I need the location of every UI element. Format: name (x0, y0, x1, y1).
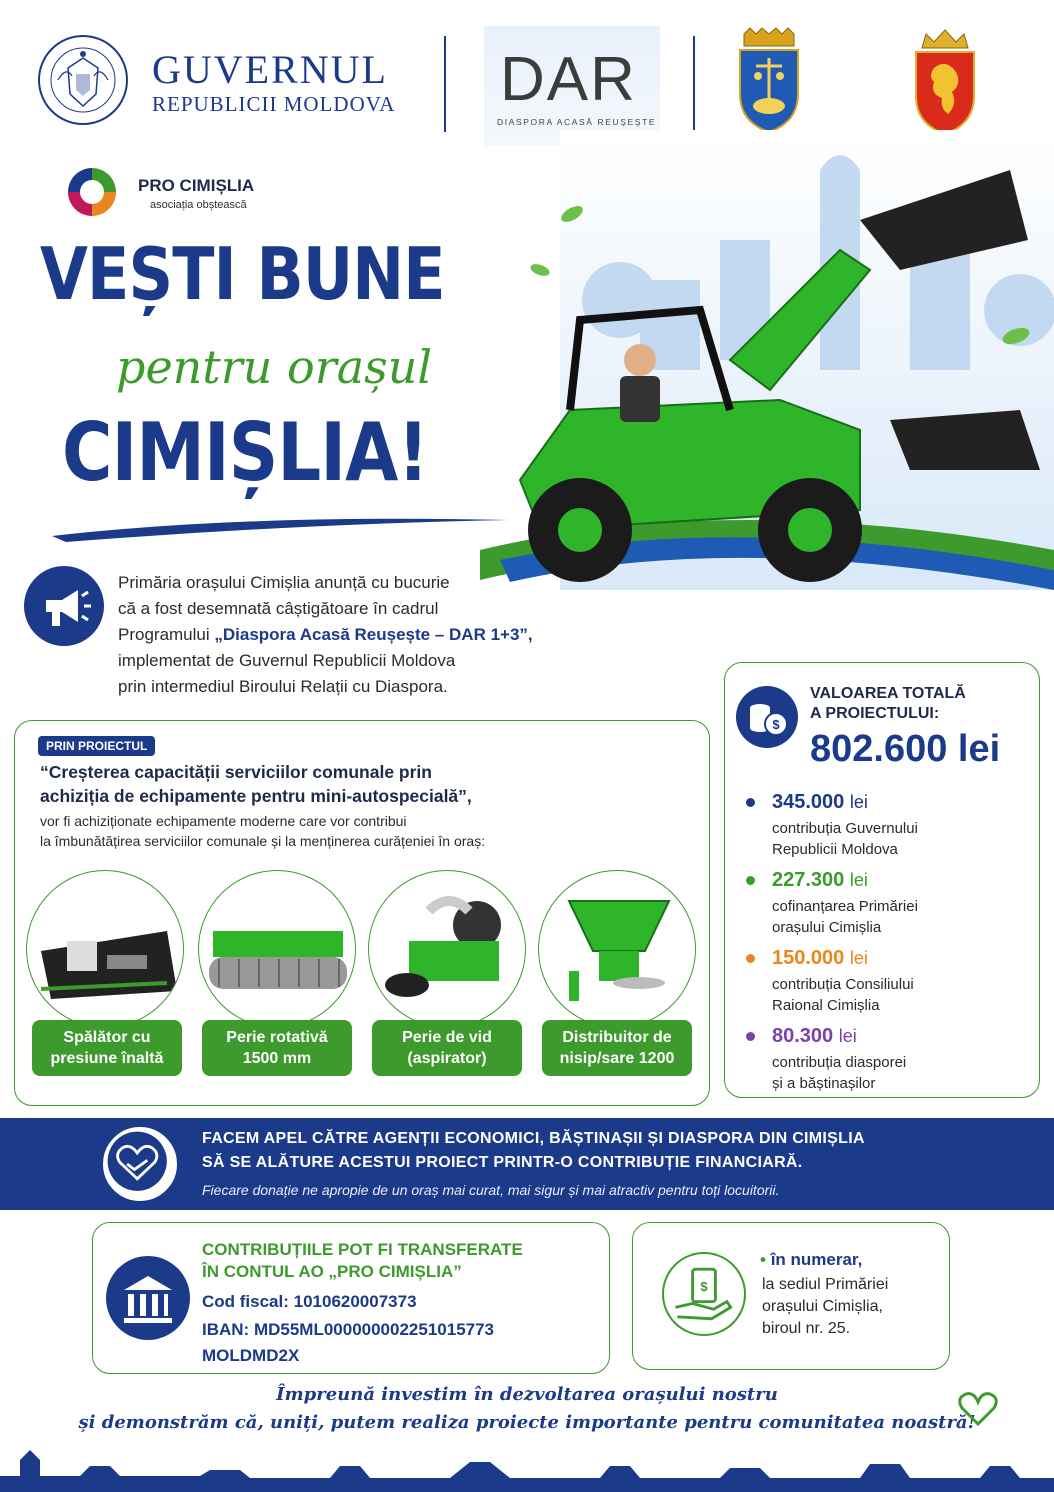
project-badge: PRIN PROIECTUL (38, 736, 155, 756)
bullet-dot (746, 876, 755, 885)
appeal-line3: Fiecare donație ne apropie de un oraș mai curat, mai sigur și mai atractiv pentru toți locuitorii. (202, 1182, 780, 1198)
gov-title: GUVERNUL (152, 47, 388, 92)
bank-fiscal-code: Cod fiscal: 1010620007373 (202, 1292, 417, 1311)
contribution-amount: 150.000 lei (772, 947, 868, 969)
headline-line2: pentru orașul (116, 340, 433, 394)
program-name: „Diaspora Acasă Reușește – DAR 1+3 (214, 625, 520, 644)
bank-title-line2: ÎN CONTUL AO „PRO CIMIȘLIA” (202, 1262, 462, 1281)
cash-description: la sediul Primăriei orașului Cimișlia, biroul nr. 25. (762, 1276, 889, 1337)
dar-subtitle: DIASPORA ACASĂ REUȘEȘTE (497, 117, 657, 127)
headline-line1: VEȘTI BUNE (40, 232, 445, 316)
equipment-label: Spălător cu presiune înaltă (32, 1020, 182, 1076)
cimislia-district-crest (912, 28, 978, 136)
appeal-line1: FACEM APEL CĂTRE AGENȚII ECONOMICI, BĂȘTINAȘII ȘI DIASPORA DIN CIMIȘLIA (202, 1130, 865, 1147)
heart-outline-icon (956, 1388, 1000, 1428)
bullet-dot (746, 1032, 755, 1041)
equipment-image-pressure-washer (26, 870, 184, 1028)
contribution-amount: 227.300 lei (772, 869, 868, 891)
equipment-label: Distribuitor de nisip/sare 1200 (542, 1020, 692, 1076)
megaphone-icon (24, 566, 104, 646)
bullet-dot (746, 798, 755, 807)
contribution-amount: 80.300 lei (772, 1025, 857, 1047)
government-seal (36, 28, 130, 138)
cash-hand-icon (662, 1252, 746, 1336)
contribution-desc: contribuția diasporei și a băștinașilor (772, 1054, 907, 1092)
contribution-desc: cofinanțarea Primăriei orașului Cimișlia (772, 898, 918, 936)
announcement-line: prin intermediul Biroului Relații cu Diaspora. (118, 677, 448, 696)
bullet-dot (746, 954, 755, 963)
contribution-desc: contribuția Guvernului Republicii Moldova (772, 820, 918, 858)
heart-handshake-icon (100, 1124, 180, 1204)
value-label: VALOAREA TOTALĂ A PROIECTULUI: (810, 685, 966, 722)
coins-icon (736, 686, 798, 748)
announcement-line: Programului „Diaspora Acasă Reușește – DAR 1+3”, (118, 625, 533, 644)
cash-title: • în numerar, (760, 1250, 863, 1269)
svg-text:$: $ (772, 717, 780, 732)
brush-underline (46, 506, 516, 546)
value-total: 802.600 lei (810, 728, 1001, 770)
equipment-label: Perie de vid (aspirator) (372, 1020, 522, 1076)
announcement-line: Primăria orașului Cimișlia anunță cu bucurie (118, 573, 450, 592)
closing-line2: și demonstrăm că, uniți, putem realiza proiecte importante pentru comunitatea noastră! (78, 1412, 976, 1433)
bank-icon (106, 1256, 190, 1340)
divider (444, 36, 446, 132)
equipment-label: Perie rotativă 1500 mm (202, 1020, 352, 1076)
bank-swift: MOLDMD2X (202, 1346, 300, 1365)
equipment-image-sand-salt-spreader (538, 870, 696, 1028)
equipment-image-vacuum-brush (368, 870, 526, 1028)
project-title: “Creșterea capacității serviciilor comunale prin achiziția de echipamente pentru mini-autospecială”, (40, 762, 472, 806)
contribution-desc: contribuția Consiliului Raional Cimișlia (772, 976, 914, 1014)
announcement-line: că a fost desemnată câștigătoare în cadrul (118, 599, 439, 618)
org-name: PRO CIMIȘLIA (138, 176, 255, 195)
closing-line1: Împreună investim în dezvoltarea orașului nostru (276, 1384, 778, 1405)
announcement-line: implementat de Guvernul Republicii Moldova (118, 651, 456, 670)
bank-iban: IBAN: MD55ML000000002251015773 (202, 1320, 495, 1339)
dar-logo: DAR (500, 45, 637, 114)
bank-title-line1: CONTRIBUȚIILE POT FI TRANSFERATE (202, 1240, 523, 1259)
pro-cimislia-logo (64, 164, 120, 220)
cimislia-town-crest (736, 26, 802, 134)
divider (693, 36, 695, 132)
announcement-text (118, 570, 638, 700)
contribution-amount: 345.000 lei (772, 791, 868, 813)
project-description: vor fi achiziționate echipamente moderne care vor contribui la îmbunătățirea serviciilor comunale și la menținerea curățeniei în oraș: (40, 813, 486, 849)
equipment-image-rotary-brush (198, 870, 356, 1028)
city-skyline-silhouette (0, 1436, 1054, 1492)
headline-line3: CIMIȘLIA! (62, 406, 429, 499)
hero-tractor-illustration (480, 130, 1054, 610)
org-subtitle: asociația obștească (150, 199, 247, 211)
svg-text:$: $ (700, 1279, 708, 1295)
gov-subtitle: REPUBLICII MOLDOVA (152, 92, 396, 116)
appeal-line2: SĂ SE ALĂTURE ACESTUI PROIECT PRINTR-O CONTRIBUȚIE FINANCIARĂ. (202, 1154, 803, 1171)
